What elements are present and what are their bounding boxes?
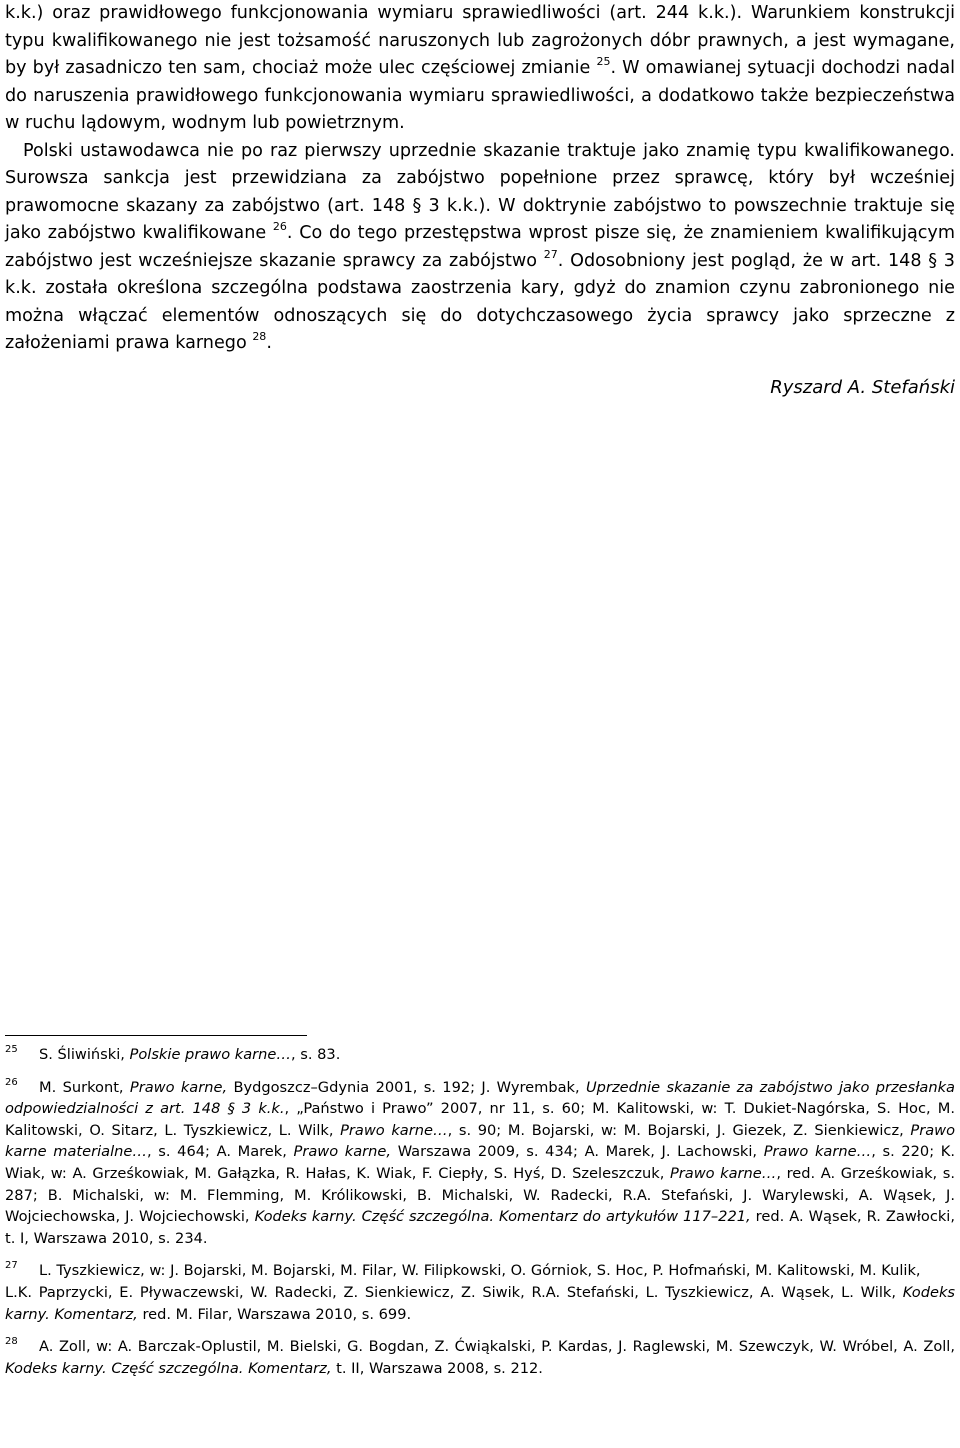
paragraph-2: Polski ustawodawca nie po raz pierwszy uprzednie skazanie traktuje jako znamię typu kwalifikowanego. Surowsza sankcja jest przewidziana za zabójstwo popełnione przez sprawcę, który był wcześniej prawomocne skazany za zabójstwo (art. 148 § 3 k.k.). W doktrynie zabójstwo to powszechnie traktuje się jako zabójstwo kwalifikowane $^{26}$. Co do tego przestępstwa wprost pisze się, że znamieniem kwalifikującym zabójstwo jest wcześniejsze skazanie sprawcy za zabójstwo $^{27}$. Odosobniony jest pogląd, że w art. 148 § 3 k.k. została określona szczególna podstawa zaostrzenia kary, gdyż do znamion czynu zabronionego nie można włączać elementów odnoszących się do dotychczasowego życia sprawcy jako sprzeczne z założeniami prawa karnego $^{28}$. — [5, 140, 955, 353]
footnote-ref-28[interactable]: 28 — [252, 330, 267, 343]
main-text — [5, 0, 955, 358]
footnote-ref-25[interactable]: 25 — [596, 55, 611, 68]
footnote-separator — [5, 1035, 307, 1036]
footnote-25: $^{25}$ S. Śliwiński, Polskie prawo karne…, s. 83. — [5, 1044, 341, 1063]
footnote-26: $^{26}$ M. Surkont, Prawo karne, Bydgoszcz–Gdynia 2001, s. 192; J. Wyrembak, Uprzednie skazanie za zabójstwo jako przesłanka odpowiedzialności z art. 148 § 3 k.k., „Państwo i Prawo” 2007, nr 11, s. 60; M. Kalitowski, w: T. Dukiet-Nagórska, S. Hoc, M. Kalitowski, O. Sitarz, L. Tyszkiewicz, L. Wilk, Prawo karne…, s. 90; M. Bojarski, w: M. Bojarski, J. Giezek, Z. Sienkiewicz, Prawo karne materialne…, s. 464; A. Marek, Prawo karne, Warszawa 2009, s. 434; A. Marek, J. Lachowski, Prawo karne…, s. 220; K. Wiak, w: A. Grześkowiak, M. Gałązka, R. Hałas, K. Wiak, F. Ciepły, S. Hyś, D. Szeleszczuk, Prawo karne…, red. A. Grześkowiak, s. 287; B. Michalski, w: M. Flemming, M. Królikowski, B. Michalski, W. Radecki, R.A. Stefański, J. Warylewski, A. Wąsek, J. Wojciechowska, J. Wojciechowski, Kodeks karny. Część szczególna. Komentarz do artykułów 117–221, red. A. Wąsek, R. Zawłocki, t. I, Warszawa 2010, s. 234. — [5, 1076, 956, 1247]
footnote-28: $^{28}$ A. Zoll, w: A. Barczak-Oplustil, M. Bielski, G. Bogdan, Z. Ćwiąkalski, P. Kardas, J. Raglewski, M. Szewczyk, W. Wróbel, A. Zoll, Kodeks karny. Część szczególna. Komentarz, t. II, Warszawa 2008, s. 212. — [5, 1336, 955, 1377]
footnote-27: $^{27}$ L. Tyszkiewicz, w: J. Bojarski, M. Bojarski, M. Filar, W. Filipkowski, O. Górniok, S. Hoc, P. Hofmański, M. Kalitowski, M. Kulik, L.K. Paprzycki, E. Pływaczewski, W. Radecki, Z. Sienkiewicz, Z. Siwik, R.A. Stefański, L. Tyszkiewicz, A. Wąsek, L. Wilk, Kodeks karny. Komentarz, red. M. Filar, Warszawa 2010, s. 699. — [5, 1260, 955, 1323]
footnotes-section — [5, 1044, 955, 1390]
footnote-ref-27[interactable]: 27 — [543, 247, 558, 261]
footnote-ref-26[interactable]: 26 — [272, 220, 287, 233]
document-page — [5, 0, 956, 1377]
paragraph-1: k.k.) oraz prawidłowego funkcjonowania wymiaru sprawiedliwości (art. 244 k.k.). Warunkiem konstrukcji typu kwalifikowanego nie jest tożsamość naruszonych lub zagrożonych dóbr prawnych, a jest wymagane, by był zasadniczo ten sam, chociaż może ulec częściowej zmianie $^{25}$. W omawianej sytuacji dochodzi nadal do naruszenia prawidłowego funkcjonowania wymiaru sprawiedliwości, a dodatkowo także bezpieczeństwa w ruchu lądowym, wodnym lub powietrznym. — [5, 3, 956, 133]
author-signature: Ryszard A. Stefański — [770, 377, 955, 398]
